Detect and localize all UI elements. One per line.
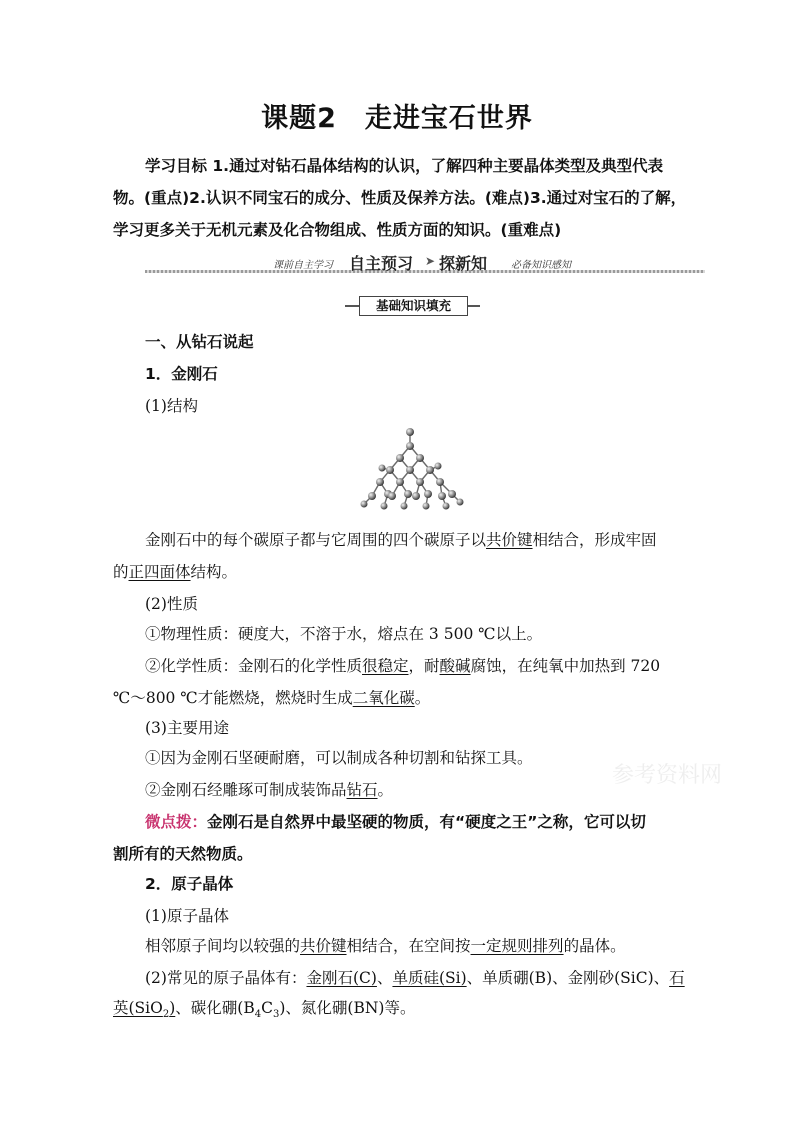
heading-2: 2．原子晶体 [145, 875, 234, 893]
text-span: 、 [376, 969, 393, 987]
objectives-line-2: 物。(重点)2.认识不同宝石的成分、性质及保养方法。(难点)3.通过对宝石的了解， [113, 189, 687, 207]
heading-1-1: 1．金刚石 [145, 365, 218, 383]
answer-blank: 共价键 [486, 531, 533, 549]
banner-main-text: 自主预习 [349, 254, 414, 273]
text-span: 、单质硼(B)、金刚砂(SiC)、 [466, 969, 670, 987]
answer-blank: 共价键 [300, 937, 347, 955]
text-span: ②化学性质：金刚石的化学性质 [145, 657, 363, 675]
tip-label: 微点拨： [145, 813, 208, 831]
subheading-properties: (2)性质 [145, 595, 198, 613]
banner-right-text: 必备知识感知 [511, 260, 571, 271]
answer-blank: 一定规则排列 [470, 937, 564, 955]
section-banner [145, 254, 705, 276]
subscript: 3 [272, 1009, 280, 1021]
common-crystals-line-1 [145, 966, 685, 988]
banner-left-text: 课前自主学习 [273, 260, 333, 271]
heading-1: 一、从钻石说起 [145, 333, 254, 351]
page-title: 课题2 走进宝石世界 [261, 103, 533, 134]
text-span: ) [169, 999, 176, 1017]
physical-properties: ①物理性质：硬度大，不溶于水，熔点在 3 500 ℃以上。 [145, 625, 543, 643]
banner-bar [145, 270, 705, 273]
answer-blank: 钻石 [346, 781, 378, 799]
text-span: C [261, 999, 273, 1017]
objectives-line-3: 学习更多关于无机元素及化合物组成、性质方面的知识。(重难点) [113, 221, 562, 239]
text-span: 相结合，在空间按 [346, 937, 471, 955]
answer-blank [113, 999, 176, 1021]
subscript: 4 [254, 1009, 262, 1021]
chemical-properties-line-2 [113, 686, 430, 708]
text-span: 。 [377, 781, 394, 799]
text-span: 相结合，形成牢固 [532, 531, 657, 549]
answer-blank: 金刚石(C) [306, 969, 377, 987]
watermark: 参考资料网 [612, 763, 723, 788]
arrow-icon: ➤ [425, 254, 436, 268]
subheading-uses: (3)主要用途 [145, 719, 229, 737]
diamond-structure-diagram [360, 424, 470, 516]
section-label-text: 基础知识填充 [359, 296, 468, 316]
use-1: ①因为金刚石坚硬耐磨，可以制成各种切割和钻探工具。 [145, 749, 533, 767]
tip-line-2: 割所有的天然物质。 [113, 845, 253, 863]
text-span: ℃～800 ℃才能燃烧，燃烧时生成 [113, 689, 353, 707]
use-2 [145, 778, 393, 800]
text-span: 相邻原子间均以较强的 [145, 937, 301, 955]
text-span: (2)常见的原子晶体有： [145, 969, 307, 987]
subscript: 2 [162, 1009, 170, 1021]
chemical-properties-line-1 [145, 654, 660, 676]
text-span: )、氮化硼(BN)等。 [279, 999, 416, 1017]
answer-blank: 正四面体 [128, 563, 191, 581]
text-span: 结构。 [190, 563, 238, 581]
text-span: 。 [414, 689, 431, 707]
text-span: 金刚石中的每个碳原子都与它周围的四个碳原子以 [145, 531, 487, 549]
answer-blank: 二氧化碳 [352, 689, 415, 707]
tip-text: 金刚石是自然界中最坚硬的物质，有“硬度之王”之称，它可以切 [207, 813, 646, 831]
banner-main2-text: 探新知 [439, 254, 488, 273]
subheading-atomic-crystal: (1)原子晶体 [145, 907, 229, 925]
objectives-line-1: 学习目标 1.通过对钻石晶体结构的认识，了解四种主要晶体类型及典型代表 [145, 157, 664, 175]
text-span: 的晶体。 [563, 937, 626, 955]
structure-paragraph-line-2 [113, 560, 237, 582]
subheading-structure: (1)结构 [145, 397, 198, 415]
atomic-crystal-definition [145, 934, 626, 956]
answer-blank: 很稳定 [362, 657, 409, 675]
text-span: 、碳化硼(B [175, 999, 255, 1017]
answer-blank: 酸碱 [439, 657, 471, 675]
text-span: ，耐 [408, 657, 440, 675]
tip-line-1 [145, 810, 646, 832]
text-span: 的 [113, 563, 129, 581]
answer-blank: 单质硅(Si) [392, 969, 467, 987]
answer-blank: 石 [669, 969, 685, 987]
text-span: 腐蚀，在纯氧中加热到 720 [470, 657, 661, 675]
text-span: 英(SiO [113, 999, 163, 1017]
section-label [345, 296, 480, 316]
common-crystals-line-2 [113, 996, 415, 1020]
structure-paragraph-line-1 [145, 528, 657, 550]
text-span: ②金刚石经雕琢可制成装饰品 [145, 781, 347, 799]
